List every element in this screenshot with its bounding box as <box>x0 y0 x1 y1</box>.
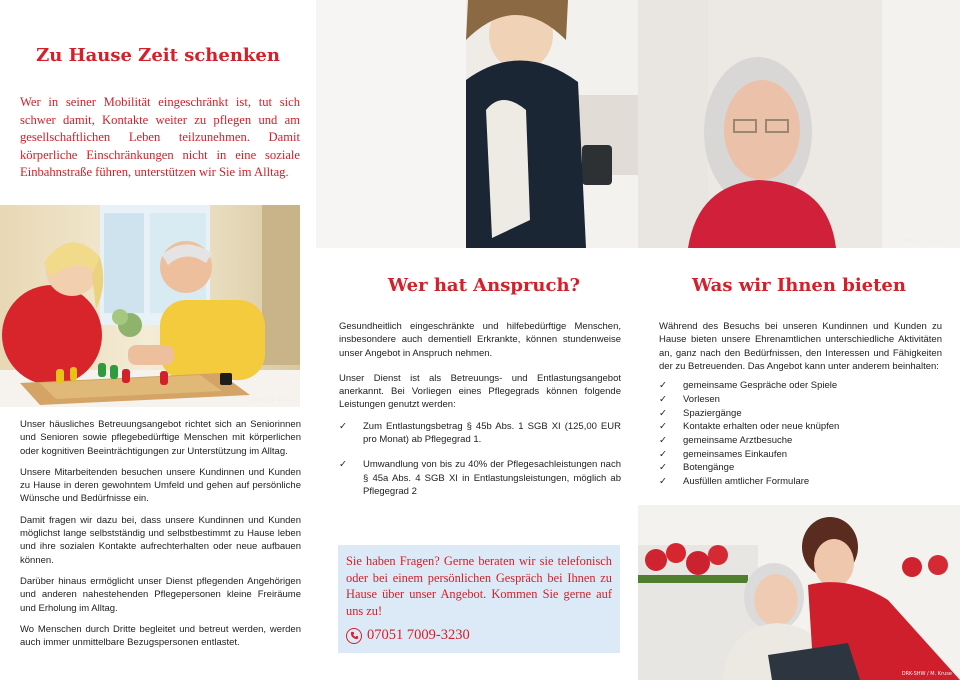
checkmark-icon: ✓ <box>659 448 667 460</box>
benefit-text: Zum Entlastungsbetrag § 45b Abs. 1 SGB XI (125,00 EUR pro Monat) ab Pflegegrad 1. <box>363 420 621 446</box>
panel-right-body <box>659 320 942 489</box>
checkmark-icon: ✓ <box>659 421 667 433</box>
list-item <box>659 461 942 474</box>
panel-left <box>0 0 316 680</box>
benefit-text: Umwandlung von bis zu 40% der Pflegesachleistungen nach § 45a Abs. 4 SGB XI in Entlastungsleistungen, möglich ab Pflegegrad 2 <box>363 459 621 497</box>
offer-text: gemeinsame Gespräche oder Spiele <box>683 380 838 392</box>
checkmark-icon: ✓ <box>659 462 667 474</box>
photo-credit: DRK / M. Kruse <box>254 398 292 404</box>
offer-text: Spaziergänge <box>683 407 742 419</box>
checkmark-icon: ✓ <box>659 434 667 446</box>
list-item <box>659 379 942 392</box>
list-item <box>659 475 942 488</box>
offer-text: Ausfüllen amtlicher Formulare <box>683 476 810 487</box>
list-item <box>659 434 942 447</box>
checkmark-icon: ✓ <box>659 476 667 487</box>
checkmark-icon: ✓ <box>339 420 347 432</box>
photo-credit: DRK-SHW / M. Kruse <box>901 671 952 677</box>
checkmark-icon: ✓ <box>659 407 667 419</box>
photo-board-game <box>0 205 300 407</box>
list-item <box>659 393 942 406</box>
panel-left-title: Zu Hause Zeit schenken <box>36 45 280 66</box>
panel-middle-title: Wer hat Anspruch? <box>387 275 581 296</box>
checkmark-icon: ✓ <box>659 380 667 392</box>
contact-text: Sie haben Fragen? Gerne beraten wir sie telefonisch oder bei einem persönlichen Gespräch bei Ihnen zu Hause über unser Angebot. Kommen Sie gerne auf uns zu! <box>346 554 612 618</box>
panel-left-body <box>20 418 301 657</box>
paragraph: Unser Dienst ist als Betreuungs- und Entlastungsangebot anerkannt. Bei Vorliegen eines Pflegegrads können folgende Leistungen genutzt werden: <box>339 372 621 411</box>
offer-text: gemeinsames Einkaufen <box>683 448 788 460</box>
list-item <box>339 420 621 447</box>
checkmark-icon: ✓ <box>339 459 347 471</box>
list-item <box>659 407 942 420</box>
offer-text: Botengänge <box>683 462 735 474</box>
offer-text: Vorlesen <box>683 393 720 405</box>
phone-number[interactable]: 07051 7009-3230 <box>367 627 470 643</box>
panel-left-intro: Wer in seiner Mobilität eingeschränkt ist, tut sich schwer damit, Kontakte weiter zu pflegen und am gesellschaftlichen Leben teilzunehmen. Damit körperliche Einschränkungen nicht in eine soziale Einbahnstraße führen, unterstützen wir Sie im Alltag. <box>20 95 300 180</box>
paragraph: Gesundheitlich eingeschränkte und hilfebedürftige Menschen, insbesondere auch dementiell Erkrankte, können stundenweise unser Angebot in Anspruch nehmen. <box>339 321 621 359</box>
list-item <box>659 448 942 461</box>
list-item <box>659 420 942 433</box>
phone-icon <box>346 628 362 644</box>
benefit-list <box>339 420 621 498</box>
list-item <box>339 458 621 498</box>
offer-text: gemeinsame Arztbesuche <box>683 434 793 446</box>
panel-middle <box>316 0 638 680</box>
phone-link[interactable] <box>346 627 612 644</box>
photo-credit: DRK / M. Kruse <box>902 238 940 244</box>
panel-right-title: Was wir Ihnen bieten <box>692 275 906 296</box>
contact-box <box>338 545 620 653</box>
checkmark-icon: ✓ <box>659 393 667 405</box>
photo-smiling-senior <box>638 0 960 248</box>
panel-right <box>638 0 960 680</box>
paragraph: Darüber hinaus ermöglicht unser Dienst pflegenden Angehörigen und anderen nahestehenden Pflegepersonen kleine Freiräume und Erholung im Alltag. <box>20 575 301 614</box>
offer-text: Kontakte erhalten oder neue knüpfen <box>683 421 840 433</box>
paragraph: Damit fragen wir dazu bei, dass unsere Kundinnen und Kunden möglichst lange selbstständig und selbstbestimmt zu Hause leben und ihre sozialen Kontakte aufrechterhalten oder neue aufbauen können. <box>20 514 301 566</box>
paragraph: Während des Besuchs bei unseren Kundinnen und Kunden zu Hause bieten unsere Ehrenamtlichen unterschiedliche Aktivitäten an, ganz nach den Bedürfnissen, den Interessen und Fähigkeiten der zu Betreuenden. Das Angebot kann unter anderem beinhalten: <box>659 321 942 372</box>
paragraph: Wo Menschen durch Dritte begleitet und betreut werden, werden auch immer unmittelbare Bezugspersonen entlastet. <box>20 623 301 649</box>
offer-list <box>659 379 942 488</box>
paragraph: Unsere Mitarbeitenden besuchen unsere Kundinnen und Kunden zu Hause in deren gewohntem Umfeld und gehen auf persönliche Wünsche und Bedürfnisse ein. <box>20 466 301 505</box>
paragraph: Unser häusliches Betreuungsangebot richtet sich an Seniorinnen und Senioren sowie pflegebedürftige Menschen mit körperlichen oder kognitiven Beeinträchtigungen zur Unterstützung im Alltag. <box>20 419 301 457</box>
panel-middle-body <box>339 320 621 510</box>
photo-reading-together <box>638 505 960 680</box>
photo-caregiver-senior <box>316 0 638 248</box>
